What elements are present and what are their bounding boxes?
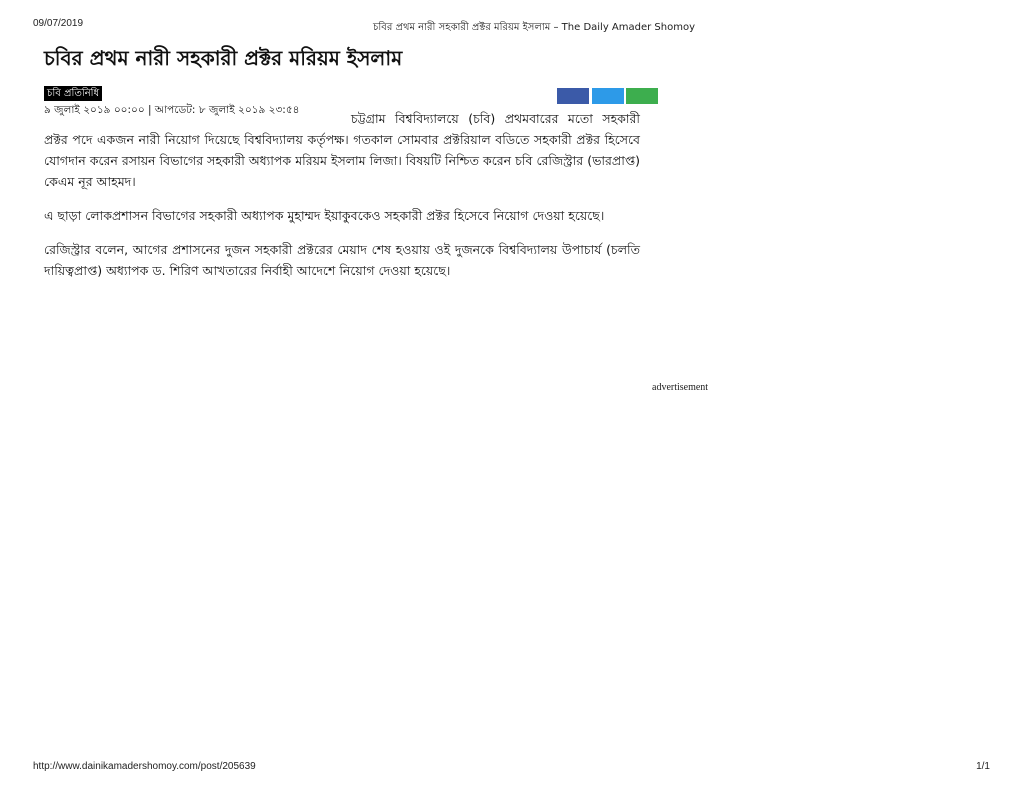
article-headline: চবির প্রথম নারী সহকারী প্রক্টর মরিয়ম ইসলাম <box>44 46 403 70</box>
article-paragraph: চট্টগ্রাম বিশ্ববিদ্যালয়ে (চবি) প্রথমবারের মতো সহকারী প্রক্টর পদে একজন নারী নিয়োগ দিয়েছে বিশ্ববিদ্যালয় কর্তৃপক্ষ। গতকাল সোমবার প্রক্টরিয়াল বডিতে সহকারী প্রক্টর হিসেবে যোগদান করেন রসায়ন বিভাগের সহকারী অধ্যাপক মরিয়ম ইসলাম লিজা। বিষয়টি নিশ্চিত করেন চবি রেজিস্ট্রার (ভারপ্রাপ্ত) কেএম নূর আহমদ। <box>44 111 640 189</box>
advertisement-label: advertisement <box>652 382 709 393</box>
print-date: 09/07/2019 <box>33 18 84 29</box>
article-dateline: ৯ জুলাই ২০১৯ ০০:০০ | আপডেট: ৮ জুলাই ২০১৯ ২৩:৫৪ <box>44 104 300 116</box>
author-badge[interactable]: চবি প্রতিনিধি <box>44 86 102 101</box>
article-paragraph: এ ছাড়া লোকপ্রশাসন বিভাগের সহকারী অধ্যাপক মুহাম্মদ ইয়াকুবকেও সহকারী প্রক্টর হিসেবে নিয়োগ দেওয়া হয়েছে। <box>44 208 605 223</box>
print-page-title: চবির প্রথম নারী সহকারী প্রক্টর মরিয়ম ইসলাম – The Daily Amader Shomoy <box>373 22 696 33</box>
facebook-share-button[interactable] <box>557 88 589 104</box>
article-paragraph: রেজিস্ট্রার বলেন, আগের প্রশাসনের দুজন সহকারী প্রক্টরের মেয়াদ শেষ হওয়ায় ওই দুজনকে বিশ্ববিদ্যালয় উপাচার্য (চলতি দায়িত্বপ্রাপ্ত) অধ্যাপক ড. শিরিণ আখতারের নির্বাহী আদেশে নিয়োগ দেওয়া হয়েছে। <box>44 242 640 278</box>
article-body <box>44 108 640 294</box>
page-number: 1/1 <box>976 761 990 772</box>
twitter-share-button[interactable] <box>592 88 624 104</box>
print-url: http://www.dainikamadershomoy.com/post/205639 <box>33 761 256 772</box>
share-button[interactable] <box>626 88 658 104</box>
